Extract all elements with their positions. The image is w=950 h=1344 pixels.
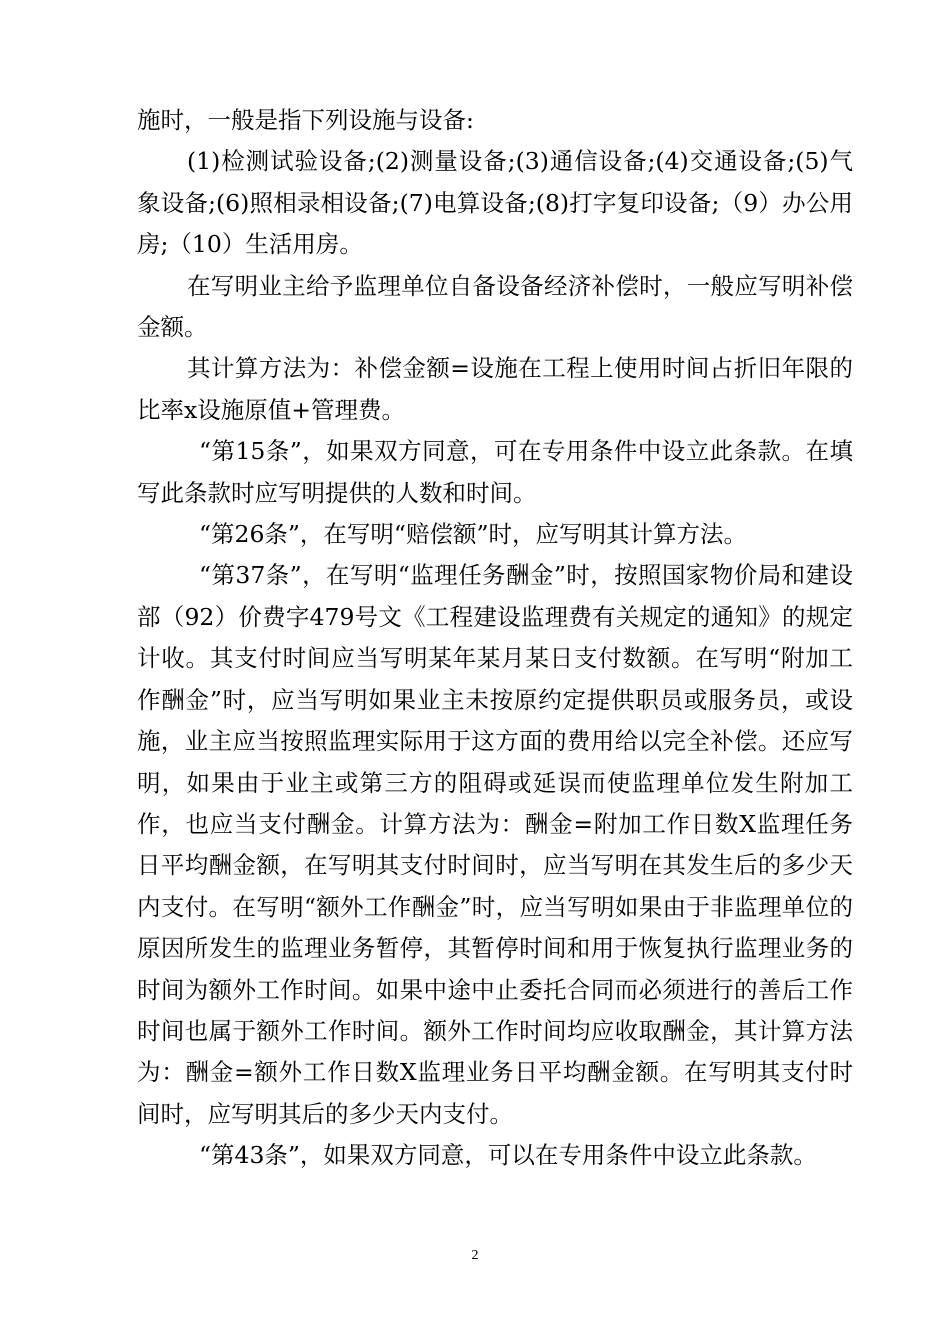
paragraph-equipment-list: (1)检测试验设备;(2)测量设备;(3)通信设备;(4)交通设备;(5)气象设备;(6)照相录相设备;(7)电算设备;(8)打字复印设备;（9）办公用房;（10）生活用房。	[137, 147, 853, 259]
page-number: 2	[471, 1248, 479, 1263]
document-body	[137, 100, 853, 1177]
paragraph-calculation-method: 其计算方法为：补偿金额=设施在工程上使用时间占折旧年限的比率x设施原值+管理费。	[137, 354, 853, 424]
paragraph-continuation: 施时，一般是指下列设施与设备:	[137, 106, 474, 134]
paragraph-article-37: “第37条”，在写明“监理任务酬金”时，按照国家物价局和建设部（92）价费字479号文《工程建设监理费有关规定的通知》的规定计收。其支付时间应当写明某年某月某日支付数额。在写明“附加工作酬金”时，应当写明如果业主未按原约定提供职员或服务员，或设施，业主应当按照监理实际用于这方面的费用给以完全补偿。还应写明，如果由于业主或第三方的阻碍或延误而使监理单位发生附加工作，也应当支付酬金。计算方法为：酬金=附加工作日数X监理任务日平均酬金额，在写明其支付时间时，应当写明在其发生后的多少天内支付。在写明“额外工作酬金”时，应当写明如果由于非监理单位的原因所发生的监理业务暂停，其暂停时间和用于恢复执行监理业务的时间为额外工作时间。如果中途中止委托合同而必须进行的善后工作时间也属于额外工作时间。额外工作时间均应收取酬金，其计算方法为：酬金=额外工作日数X监理业务日平均酬金额。在写明其支付时间时，应写明其后的多少天内支付。	[137, 561, 853, 1128]
paragraph-article-26: “第26条”，在写明“赔偿额”时，应写明其计算方法。	[199, 520, 747, 549]
paragraph-article-15: “第15条”，如果双方同意，可在专用条件中设立此条款。在填写此条款时应写明提供的人数和时间。	[137, 437, 853, 507]
paragraph-article-43: “第43条”，如果双方同意，可以在专用条件中设立此条款。	[199, 1141, 817, 1170]
paragraph-compensation: 在写明业主给予监理单位自备设备经济补偿时，一般应写明补偿金额。	[137, 271, 853, 342]
